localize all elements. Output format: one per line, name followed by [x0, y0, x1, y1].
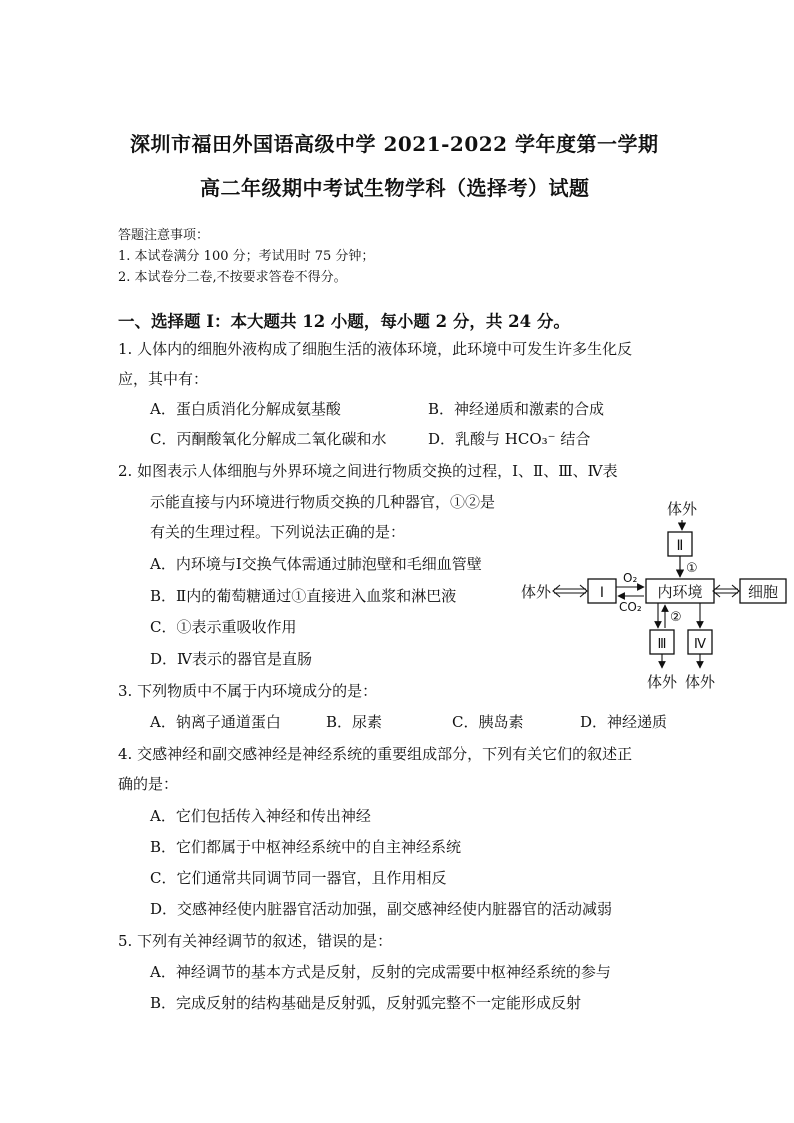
- process-2-label: ②: [670, 610, 682, 625]
- notes-heading: 答题注意事项：: [118, 228, 210, 243]
- question-1-stem: 1. 人体内的细胞外液构成了细胞生活的液体环境，此环境中可发生许多生化反: [118, 340, 633, 358]
- question-4-option-d: D．交感神经使内脏器官活动加强，副交感神经使内脏器官的活动减弱: [150, 900, 613, 918]
- question-3-option-c: C．胰岛素: [452, 713, 524, 731]
- box-I-label: Ⅰ: [599, 585, 605, 601]
- question-1-stem: 应，其中有：: [118, 370, 209, 388]
- question-3-option-a: A．钠离子通道蛋白: [150, 713, 281, 731]
- question-2-stem: 示能直接与内环境进行物质交换的几种器官，①②是: [150, 493, 496, 511]
- question-5-stem: 5. 下列有关神经调节的叙述，错误的是：: [118, 932, 393, 950]
- question-4-option-c: C．它们通常共同调节同一器官，且作用相反: [150, 869, 447, 887]
- question-2-stem: 2. 如图表示人体细胞与外界环境之间进行物质交换的过程，Ⅰ、Ⅱ、Ⅲ、Ⅳ表: [118, 462, 618, 480]
- question-4-option-a: A．它们包括传入神经和传出神经: [150, 807, 371, 825]
- question-4-stem: 确的是：: [118, 775, 179, 793]
- question-2-option-b: B．Ⅱ内的葡萄糖通过①直接进入血浆和淋巴液: [150, 587, 457, 605]
- box-II-label: Ⅱ: [676, 538, 684, 554]
- question-1-option-b: B．神经递质和激素的合成: [428, 400, 605, 418]
- diagram-label-outside-left: 体外: [520, 583, 552, 601]
- section-heading: 一、选择题 I：本大题共 12 小题，每小题 2 分，共 24 分。: [118, 312, 570, 331]
- o2-label: O₂: [623, 571, 638, 585]
- notes-item: 2. 本试卷分二卷,不按要求答卷不得分。: [118, 270, 347, 285]
- question-5-option-a: A．神经调节的基本方式是反射，反射的完成需要中枢神经系统的参与: [150, 963, 611, 981]
- question-4-stem: 4. 交感神经和副交感神经是神经系统的重要组成部分，下列有关它们的叙述正: [118, 745, 633, 763]
- question-2-option-c: C．①表示重吸收作用: [150, 618, 297, 636]
- question-3-option-d: D．神经递质: [580, 713, 668, 731]
- question-4-option-b: B．它们都属于中枢神经系统中的自主神经系统: [150, 838, 462, 856]
- process-1-label: ①: [686, 561, 698, 576]
- co2-label: CO₂: [619, 600, 642, 614]
- question-3-option-b: B．尿素: [326, 713, 383, 731]
- question-1-option-a: A．蛋白质消化分解成氨基酸: [150, 400, 341, 418]
- title-line-1: 深圳市福田外国语高级中学 2021-2022 学年度第一学期: [130, 132, 659, 156]
- question-5-option-b: B．完成反射的结构基础是反射弧，反射弧完整不一定能形成反射: [150, 994, 582, 1012]
- double-arrow-left-head: [553, 585, 560, 597]
- question-2-stem: 有关的生理过程。下列说法正确的是：: [150, 523, 406, 541]
- diagram-label-outside-top: 体外: [666, 500, 698, 518]
- inner-env-label: 内环境: [657, 583, 703, 601]
- box-III-label: Ⅲ: [657, 637, 667, 652]
- double-arrow-right-head: [732, 585, 739, 597]
- question-1-option-d: D．乳酸与 HCO₃⁻ 结合: [428, 430, 591, 448]
- double-arrow-left-head: [580, 585, 587, 597]
- cell-label: 细胞: [747, 583, 779, 601]
- notes-item: 1. 本试卷满分 100 分；考试用时 75 分钟；: [118, 249, 375, 264]
- diagram-label-outside-bottom-2: 体外: [684, 673, 716, 691]
- diagram-label-outside-bottom-1: 体外: [646, 673, 678, 691]
- question-1-option-c: C．丙酮酸氧化分解成二氧化碳和水: [150, 430, 387, 448]
- exchange-diagram: [520, 490, 790, 700]
- box-IV-label: Ⅳ: [694, 637, 706, 652]
- title-line-2: 高二年级期中考试生物学科（选择考）试题: [200, 176, 590, 200]
- question-3-stem: 3. 下列物质中不属于内环境成分的是：: [118, 682, 378, 700]
- question-2-option-d: D．Ⅳ表示的器官是直肠: [150, 650, 313, 668]
- question-2-option-a: A．内环境与Ⅰ交换气体需通过肺泡壁和毛细血管壁: [150, 555, 482, 573]
